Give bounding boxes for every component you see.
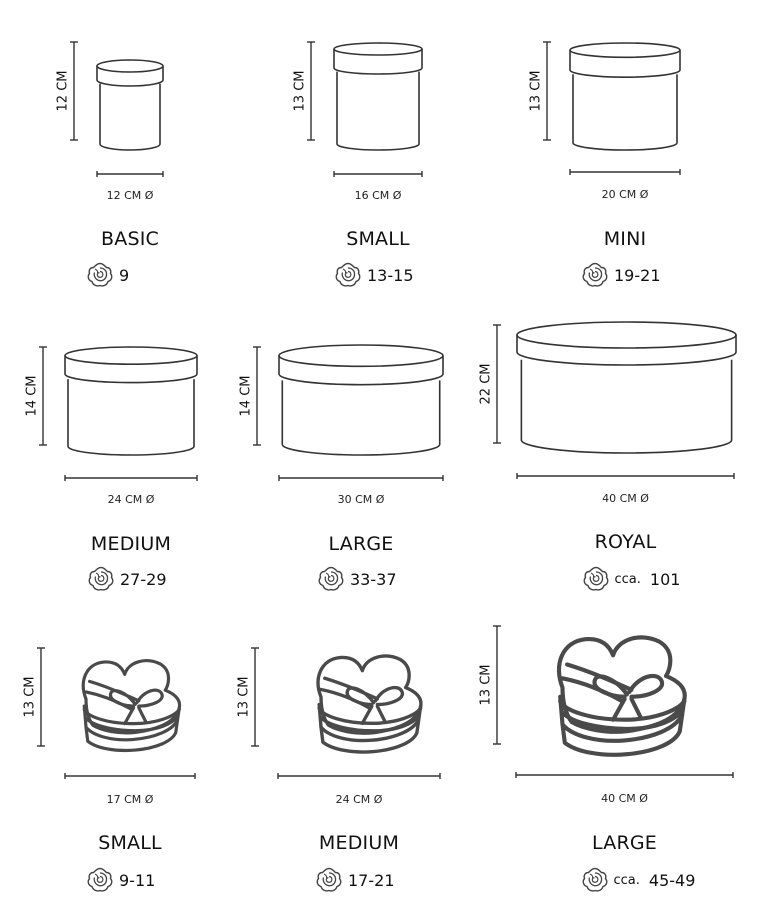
box-lid-top bbox=[65, 347, 197, 364]
round-hat-box-icon bbox=[334, 43, 422, 150]
box-lid-rim bbox=[517, 352, 736, 365]
size-name: MEDIUM bbox=[90, 533, 172, 555]
height-label: 13 CM bbox=[22, 676, 38, 718]
box-body bbox=[100, 84, 160, 150]
box-lid-top bbox=[279, 345, 443, 366]
rose-icon bbox=[581, 866, 609, 894]
height-label: 13 CM bbox=[528, 70, 544, 112]
flower-count bbox=[334, 261, 414, 289]
diameter-label: 16 CM Ø bbox=[354, 189, 402, 202]
flower-count bbox=[86, 866, 155, 894]
round-hat-box-icon bbox=[570, 43, 680, 150]
height-label: 14 CM bbox=[238, 375, 254, 417]
round-hat-box-icon bbox=[97, 60, 163, 150]
heart-box-icon bbox=[83, 661, 179, 751]
diameter-label: 24 CM Ø bbox=[335, 793, 383, 806]
size-name: BASIC bbox=[101, 228, 159, 250]
flower-count-value: 9 bbox=[119, 265, 130, 285]
box-lid-rim bbox=[97, 80, 163, 86]
flower-count-value: 13-15 bbox=[367, 265, 414, 285]
diameter-label: 30 CM Ø bbox=[337, 493, 385, 506]
flower-count-value: 19-21 bbox=[614, 265, 661, 285]
flower-count-prefix: cca. bbox=[614, 571, 641, 587]
height-label: 13 CM bbox=[236, 676, 252, 718]
box-lid-top bbox=[517, 322, 736, 348]
height-label: 13 CM bbox=[478, 664, 494, 706]
box-body bbox=[282, 380, 439, 455]
flower-count bbox=[87, 565, 167, 593]
diameter-label: 40 CM Ø bbox=[602, 492, 649, 505]
height-label: 22 CM bbox=[478, 363, 494, 405]
flower-count bbox=[315, 866, 395, 894]
box-lid-rim bbox=[334, 68, 422, 74]
heart-box-shape bbox=[318, 656, 421, 752]
box-lid-rim bbox=[279, 374, 443, 385]
box-body bbox=[337, 72, 419, 150]
flower-count bbox=[582, 565, 681, 593]
diameter-label: 20 CM Ø bbox=[601, 188, 649, 201]
heart-bow-tails bbox=[362, 706, 385, 723]
size-name: LARGE bbox=[592, 832, 657, 854]
rose-icon bbox=[86, 261, 114, 289]
size-name: SMALL bbox=[98, 832, 162, 854]
rose-icon bbox=[581, 261, 609, 289]
size-name: LARGE bbox=[328, 533, 394, 555]
flower-count bbox=[581, 866, 696, 894]
size-name: MINI bbox=[603, 228, 647, 250]
box-lid-top bbox=[334, 43, 422, 55]
heart-box-shape bbox=[83, 661, 179, 751]
height-label: 13 CM bbox=[292, 70, 308, 112]
box-body bbox=[521, 360, 731, 453]
flower-count-value: 27-29 bbox=[120, 569, 167, 589]
heart-bow-tails bbox=[125, 708, 146, 724]
size-name: ROYAL bbox=[594, 531, 657, 553]
rose-icon bbox=[582, 565, 610, 593]
round-hat-box-icon bbox=[517, 322, 736, 453]
diameter-label: 12 CM Ø bbox=[106, 189, 154, 202]
box-lid-rim bbox=[570, 70, 680, 77]
diameter-label: 40 CM Ø bbox=[601, 792, 648, 805]
diameter-label: 24 CM Ø bbox=[107, 493, 155, 506]
box-body bbox=[573, 74, 677, 150]
flower-count-value: 101 bbox=[649, 569, 681, 589]
flower-count-prefix: cca. bbox=[613, 872, 640, 888]
rose-icon bbox=[87, 565, 115, 593]
box-lid-rim bbox=[65, 374, 197, 383]
heart-box-shape bbox=[559, 637, 685, 754]
flower-count bbox=[86, 261, 129, 289]
flower-count-value: 17-21 bbox=[348, 870, 395, 890]
box-lid-top bbox=[570, 43, 680, 57]
heart-box-icon bbox=[318, 656, 421, 752]
rose-icon bbox=[317, 565, 345, 593]
height-label: 14 CM bbox=[24, 375, 40, 417]
rose-icon bbox=[334, 261, 362, 289]
size-name: MEDIUM bbox=[318, 832, 400, 854]
box-lid-top bbox=[97, 60, 163, 72]
flower-count-value: 9-11 bbox=[119, 870, 156, 890]
size-name: SMALL bbox=[346, 228, 410, 250]
flower-count bbox=[581, 261, 661, 289]
rose-icon bbox=[86, 866, 114, 894]
flower-count bbox=[317, 565, 397, 593]
rose-icon bbox=[315, 866, 343, 894]
heart-box-icon bbox=[559, 637, 685, 754]
diameter-label: 17 CM Ø bbox=[106, 793, 154, 806]
heart-bow-tails bbox=[613, 699, 641, 720]
flower-count-value: 45-49 bbox=[648, 870, 696, 890]
round-hat-box-icon bbox=[279, 345, 443, 455]
round-hat-box-icon bbox=[65, 347, 197, 455]
flower-count-value: 33-37 bbox=[350, 569, 397, 589]
box-body bbox=[68, 379, 194, 455]
height-label: 12 CM bbox=[55, 70, 71, 112]
